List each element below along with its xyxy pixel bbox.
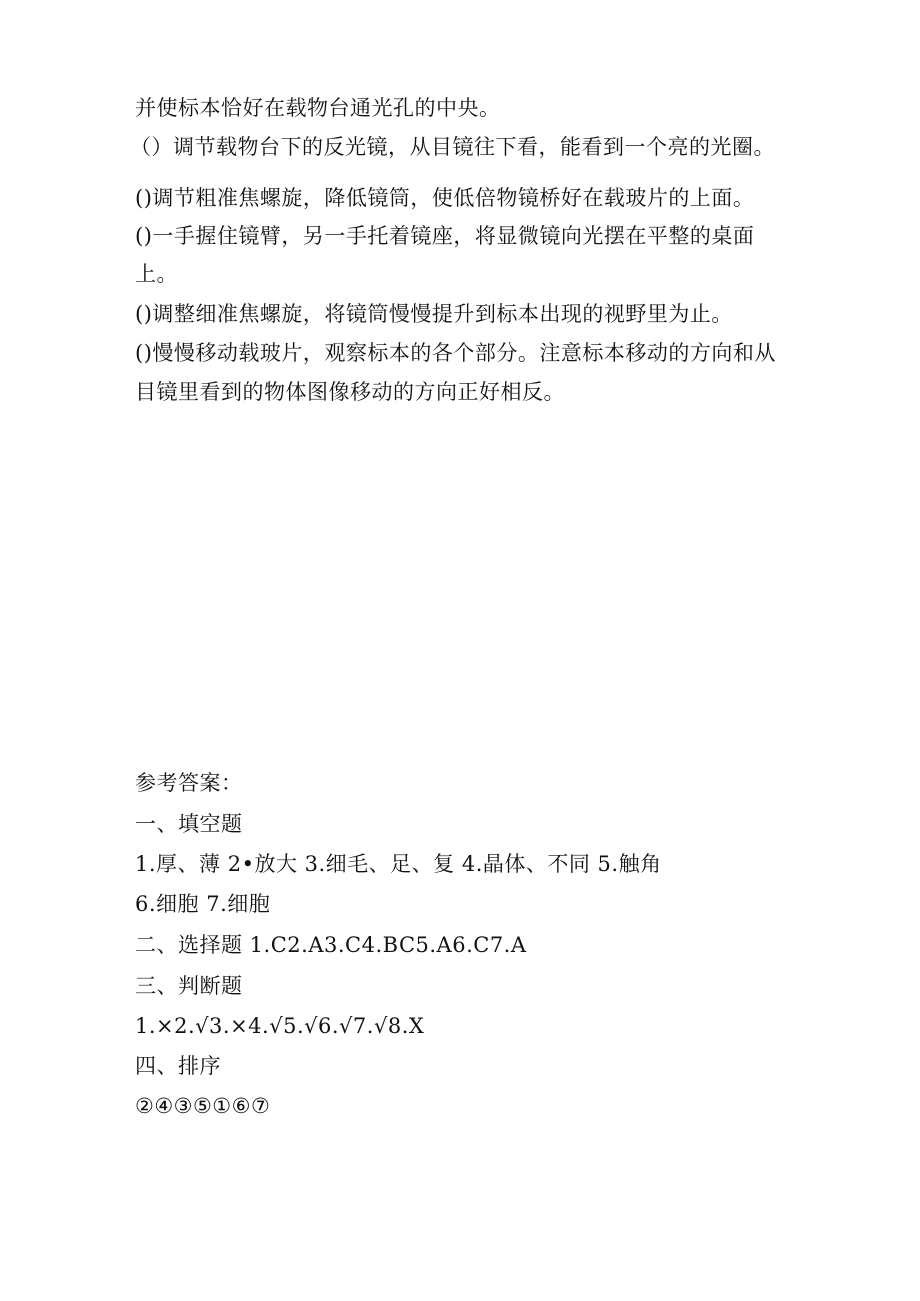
sequence-line-2: （）调节载物台下的反光镜，从目镜往下看，能看到一个亮的光圈。	[130, 135, 775, 159]
section-multiple-choice-answers: 二、选择题 1.C2.A3.C4.BC5.A6.C7.A	[135, 933, 527, 957]
sequence-line-6: ()调整细准焦螺旋，将镜筒慢慢提升到标本出现的视野里为止。	[135, 302, 733, 326]
section-true-false-answers: 1.×2.√3.×4.√5.√6.√7.√8.X	[135, 1014, 425, 1038]
section-ordering-title: 四、排序	[135, 1054, 221, 1078]
sequence-line-5: 上。	[135, 262, 178, 286]
sequence-line-4: ()一手握住镜臂，另一手托着镜座，将显微镜向光摆在平整的桌面	[135, 224, 755, 248]
sequence-line-3: ()调节粗准焦螺旋，降低镜筒，使低倍物镜桥好在载玻片的上面。	[135, 186, 755, 210]
section-true-false-title: 三、判断题	[135, 974, 243, 998]
answers-heading: 参考答案：	[135, 771, 243, 795]
section-fill-blank-answers-2: 6.细胞 7.细胞	[135, 892, 271, 916]
sequence-line-7: ()慢慢移动载玻片，观察标本的各个部分。注意标本移动的方向和从	[135, 341, 776, 365]
sequence-line-1: 并使标本恰好在载物台通光孔的中央。	[135, 96, 501, 120]
section-fill-blank-title: 一、填空题	[135, 812, 243, 836]
section-fill-blank-answers-1: 1.厚、薄 2•放大 3.细毛、足、复 4.晶体、不同 5.触角	[135, 852, 662, 876]
sequence-line-8: 目镜里看到的物体图像移动的方向正好相反。	[135, 380, 565, 404]
section-ordering-answers: ②④③⑤①⑥⑦	[135, 1094, 271, 1118]
